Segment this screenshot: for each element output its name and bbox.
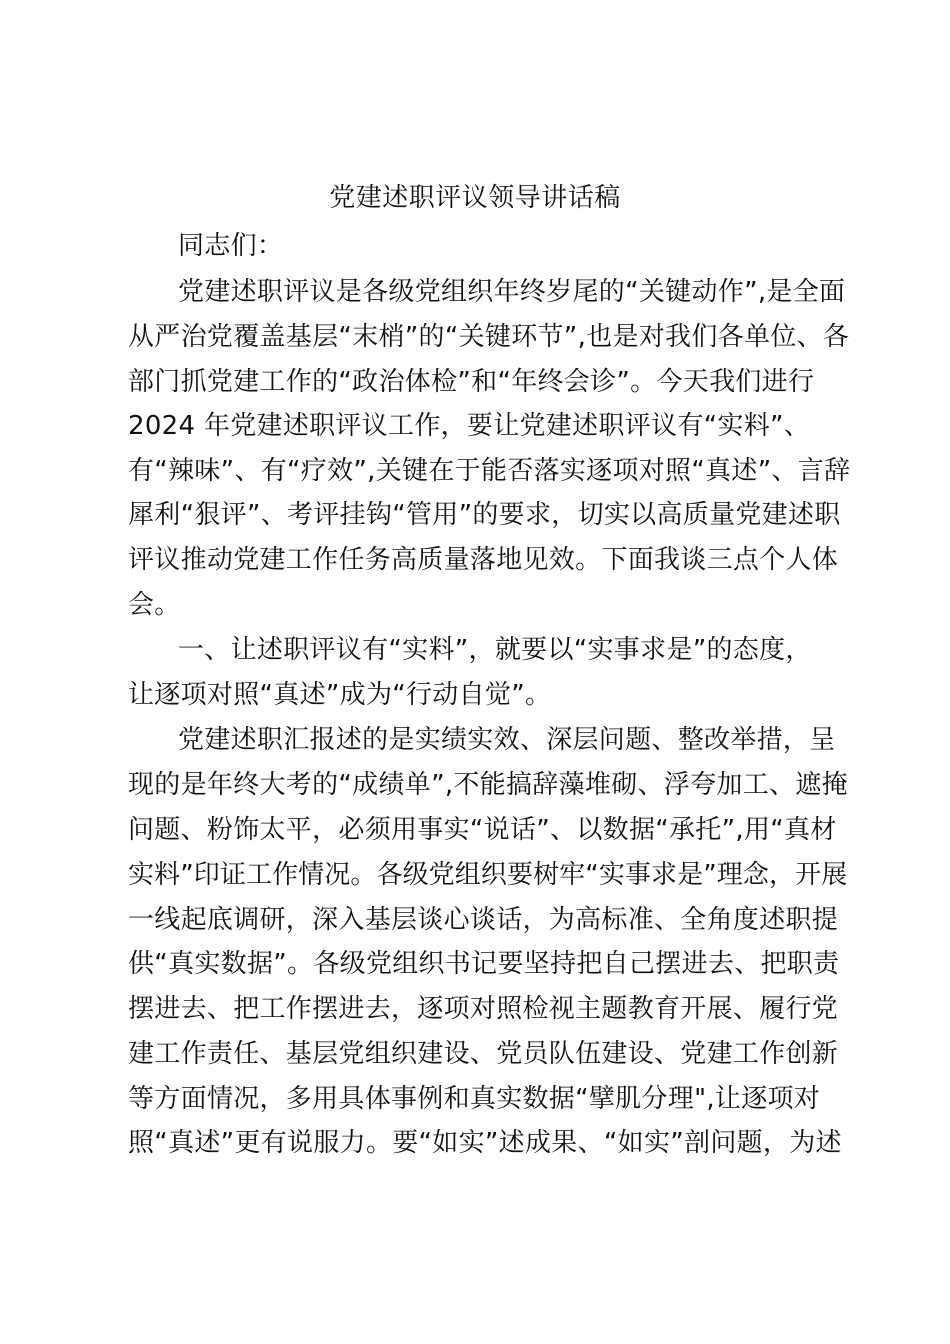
document-title: 党建述职评议领导讲话稿	[329, 183, 621, 213]
paragraph-line: 从严治党覆盖基层“末梢”的“关键环节”,也是对我们各单位、各	[128, 322, 850, 352]
paragraph-line: 会。	[128, 590, 181, 620]
paragraph-line: 党建述职汇报述的是实绩实效、深层问题、整改举措，呈	[178, 725, 836, 755]
paragraph-line: 问题、粉饰太平，必须用事实“说话”、以数据“承托”,用“真材	[128, 815, 837, 845]
paragraph-line: 犀利“狠评”、考评挂钩“管用”的要求，切实以高质量党建述职	[128, 500, 841, 530]
paragraph-line: 照“真述”更有说服力。要“如实”述成果、“如实”剖问题，为述	[128, 1128, 842, 1158]
paragraph-line: 建工作责任、基层党组织建设、党员队伍建设、党建工作创新	[128, 1039, 839, 1069]
paragraph-line: 摆进去、把工作摆进去，逐项对照检视主题教育开展、履行党	[128, 994, 839, 1024]
section-heading-line: 一、让述职评议有“实料”，就要以“实事求是”的态度，	[178, 635, 812, 665]
paragraph-line: 有“辣味”、有“疗效”,关键在于能否落实逐项对照“真述”、言辞	[128, 456, 851, 486]
paragraph-line: 2024 年党建述职评议工作，要让党建述职评议有“实料”、	[128, 411, 811, 441]
paragraph-line: 评议推动党建工作任务高质量落地见效。下面我谈三点个人体	[128, 545, 839, 575]
paragraph-line: 党建述职评议是各级党组织年终岁尾的“关键动作”,是全面	[178, 277, 846, 307]
section-heading-line: 让逐项对照“真述”成为“行动自觉”。	[128, 680, 552, 710]
paragraph-line: 部门抓党建工作的“政治体检”和“年终会诊”。今天我们进行	[128, 367, 815, 397]
paragraph-line: 等方面情况，多用具体事例和真实数据“擘肌分理",让逐项对	[128, 1084, 821, 1114]
paragraph-line: 供“真实数据”。各级党组织书记要坚持把自己摆进去、把职责	[128, 949, 840, 979]
paragraph-line: 一线起底调研，深入基层谈心谈话，为高标准、全角度述职提	[128, 905, 839, 935]
salutation: 同志们：	[178, 231, 284, 261]
paragraph-line: 实料”印证工作情况。各级党组织要树牢“实事求是”理念，开展	[128, 860, 848, 890]
paragraph-line: 现的是年终大考的“成绩单”,不能搞辞藻堆砌、浮夸加工、遮掩	[128, 770, 848, 800]
